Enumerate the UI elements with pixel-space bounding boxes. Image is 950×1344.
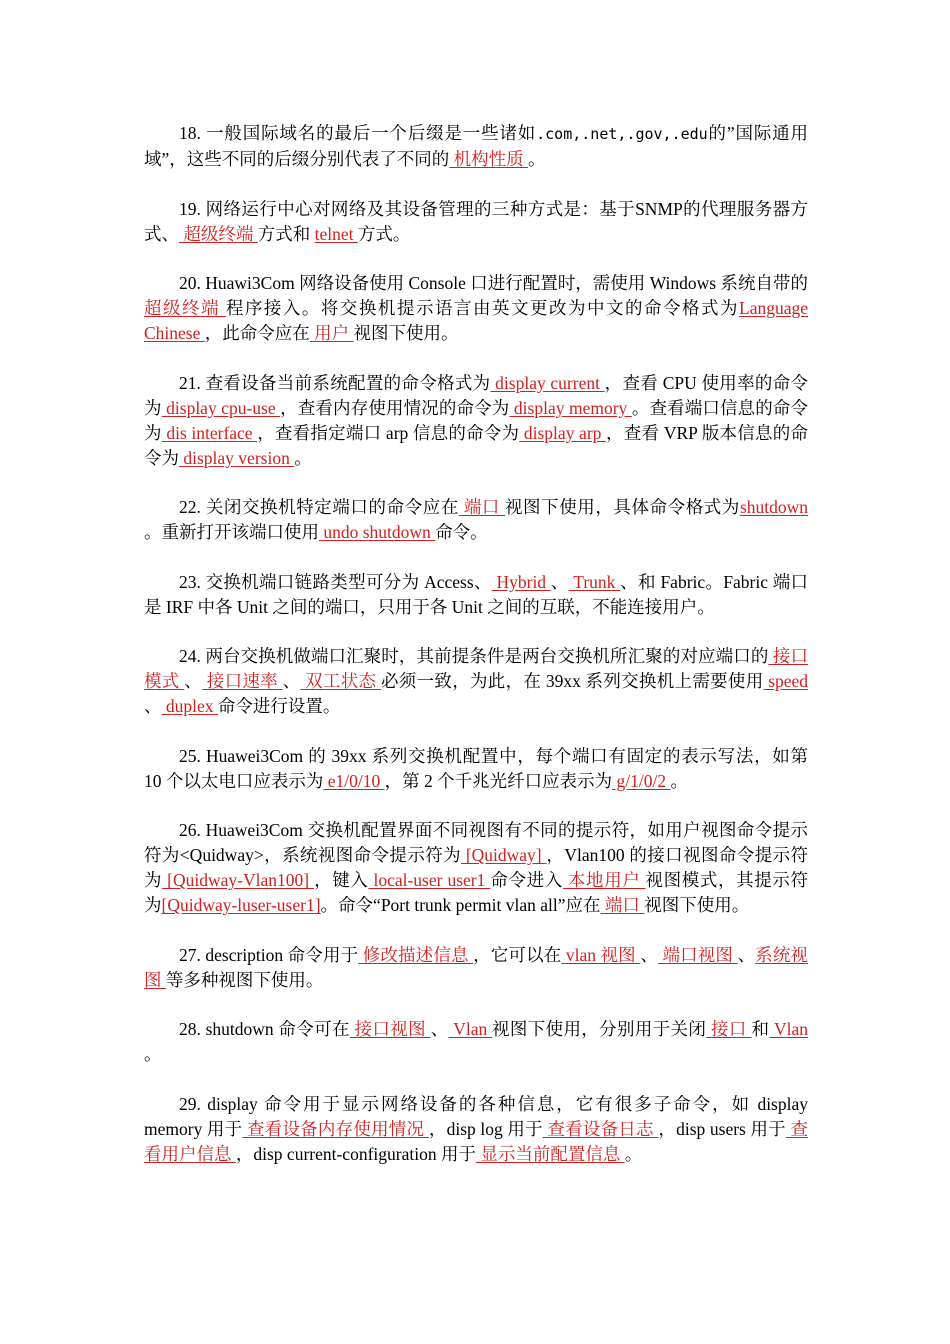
- answer-blank: display memory: [509, 397, 632, 418]
- answer-blank: 查看用户信息: [144, 1118, 809, 1164]
- answer-blank: 查看设备日志: [542, 1118, 659, 1139]
- question-text: 视图下使用，具体命令格式为: [504, 497, 740, 517]
- question-text: 、: [737, 944, 756, 965]
- question-q28: [144, 1017, 808, 1067]
- question-text: 22. 关闭交换机特定端口的命令应在: [179, 497, 459, 517]
- question-text: 。: [144, 1044, 162, 1064]
- question-q26: [144, 818, 808, 918]
- document-page: [144, 121, 808, 1191]
- answer-blank: Language Chinese: [144, 298, 809, 343]
- answer-blank: duplex: [161, 696, 218, 716]
- question-text: ，查看 VRP 版本信息的命令为: [144, 422, 808, 468]
- answer-blank: 机构性质: [449, 149, 529, 169]
- answer-blank: 系统视图: [144, 944, 809, 990]
- question-text: 命令进入: [490, 870, 563, 890]
- question-q27: [144, 943, 808, 993]
- question-text: ，disp users 用于: [658, 1118, 786, 1139]
- question-text: 。: [670, 770, 688, 791]
- question-text: ，第 2 个千兆光纤口应表示为: [384, 770, 613, 791]
- question-text: 等多种视图下使用。: [165, 969, 324, 990]
- answer-blank: 本地用户: [562, 870, 646, 890]
- question-text: 。重新打开该端口使用: [144, 522, 319, 542]
- answer-blank: 修改描述信息: [358, 944, 474, 965]
- question-q18: [144, 121, 808, 172]
- answer-blank: Vlan: [769, 1019, 809, 1039]
- question-q25: [144, 744, 808, 794]
- question-q21: [144, 371, 808, 471]
- question-text: 视图模式，其提示符为: [144, 870, 809, 915]
- question-text: .com,.net,.gov,.edu: [536, 125, 708, 143]
- question-text: 方式和: [257, 223, 315, 244]
- question-text: 程序接入。将交换机提示语言由英文更改为中文的命令格式为: [225, 298, 740, 318]
- question-text: 必须一致，为此，在 39xx 系列交换机上需要使用: [381, 671, 764, 691]
- question-q20: [144, 271, 808, 346]
- question-text: 20. Huawi3Com 网络设备使用 Console 口进行配置时，需使用 Windows 系统自带的: [179, 273, 808, 293]
- question-text: ，它可以在: [473, 944, 562, 965]
- question-q23: [144, 570, 808, 620]
- question-text: 、: [184, 671, 203, 691]
- answer-blank: vlan 视图: [561, 944, 641, 965]
- question-text: 、: [430, 1019, 449, 1039]
- question-text: ，Vlan100 的接口视图命令提示符为: [144, 845, 808, 890]
- question-text: 和: [751, 1019, 770, 1039]
- question-text: 24. 两台交换机做端口汇聚时，其前提条件是两台交换机所汇聚的对应端口的: [179, 646, 769, 666]
- answer-blank: 用户: [309, 323, 354, 343]
- answer-blank: local-user user1: [368, 870, 491, 890]
- answer-blank: display current: [490, 372, 605, 393]
- question-text: 27. description 命令用于: [179, 944, 359, 965]
- answer-blank: display arp: [519, 422, 607, 443]
- question-text: 。命令“Port trunk permit vlan all”应在: [320, 895, 601, 915]
- question-text: 视图下使用。: [353, 323, 459, 343]
- question-text: 21. 查看设备当前系统配置的命令格式为: [179, 372, 491, 393]
- question-text: 29. display 命令用于显示网络设备的各种信息，它有很多子命令，如 display memory 用于: [144, 1093, 808, 1139]
- question-text: 命令进行设置。: [217, 696, 341, 716]
- question-text: 。: [528, 149, 546, 169]
- answer-blank: undo shutdown: [319, 522, 436, 542]
- question-text: ，查看 CPU 使用率的命令为: [144, 372, 809, 418]
- answer-blank: display cpu-use: [161, 397, 281, 418]
- question-text: 视图下使用。: [644, 895, 750, 915]
- answer-blank: 端口视图: [657, 944, 738, 965]
- question-text: 26. Huawei3Com 交换机配置界面不同视图有不同的提示符，如用户视图命令提示符为<Quidway>，系统视图命令提示符为: [144, 820, 808, 865]
- question-text: 、: [282, 671, 301, 691]
- question-text: 方式。: [357, 223, 411, 244]
- answer-blank: [Quidway-luser-user1]: [161, 895, 321, 915]
- question-text: 、: [550, 571, 569, 592]
- question-text: ，disp current-configuration 用于: [235, 1143, 476, 1164]
- question-text: ，查看内存使用情况的命令为: [280, 397, 510, 418]
- answer-blank: 端口: [600, 895, 645, 915]
- question-text: 的”国际通用域”，这些不同的后缀分别代表了不同的: [144, 123, 808, 169]
- question-q29: [144, 1092, 808, 1167]
- question-text: ，此命令应在: [204, 323, 310, 343]
- answer-blank: [Quidway-Vlan100]: [162, 870, 315, 890]
- answer-blank: shutdown: [739, 497, 809, 517]
- answer-blank: 接口模式: [144, 646, 809, 691]
- question-q24: [144, 644, 808, 719]
- question-text: 、: [144, 696, 162, 716]
- answer-blank: Hybrid: [491, 571, 551, 592]
- answer-blank: e1/0/10: [323, 770, 385, 791]
- question-text: 、和 Fabric。Fabric 端口是 IRF 中各 Unit 之间的端口，只用于各 Unit 之间的互联，不能连接用户。: [144, 571, 809, 617]
- question-text: ，disp log 用于: [428, 1118, 543, 1139]
- answer-blank: g/1/0/2: [612, 770, 671, 791]
- answer-blank: 接口视图: [349, 1019, 431, 1039]
- question-text: 。: [294, 447, 312, 468]
- question-text: 。查看端口信息的命令为: [144, 397, 809, 443]
- question-text: 命令。: [435, 522, 488, 542]
- question-q19: [144, 197, 808, 247]
- answer-blank: 接口速率: [202, 671, 283, 691]
- answer-blank: 双工状态: [300, 671, 381, 691]
- question-text: 18. 一般国际域名的最后一个后缀是一些诸如: [179, 123, 537, 143]
- question-text: ，查看指定端口 arp 信息的命令为: [257, 422, 520, 443]
- question-text: 19. 网络运行中心对网络及其设备管理的三种方式是：基于SNMP的代理服务器方式、: [144, 198, 808, 244]
- answer-blank: telnet: [314, 223, 358, 244]
- answer-blank: 查看设备内存使用情况: [242, 1118, 429, 1139]
- answer-blank: 超级终端: [144, 298, 226, 318]
- answer-blank: [Quidway]: [461, 845, 547, 865]
- answer-blank: Trunk: [568, 571, 621, 592]
- answer-blank: 端口: [458, 497, 505, 517]
- answer-blank: Vlan: [448, 1019, 493, 1039]
- answer-blank: display version: [179, 447, 295, 468]
- answer-blank: dis interface: [161, 422, 258, 443]
- answer-blank: speed: [763, 671, 809, 691]
- answer-blank: 接口: [706, 1019, 752, 1039]
- question-text: 、: [640, 944, 658, 965]
- question-text: 视图下使用，分别用于关闭: [492, 1019, 707, 1039]
- question-text: 25. Huawei3Com 的 39xx 系列交换机配置中，每个端口有固定的表示写法，如第 10 个以太电口应表示为: [144, 745, 808, 791]
- question-text: ，键入: [314, 870, 369, 890]
- answer-blank: 显示当前配置信息: [475, 1143, 625, 1164]
- question-text: 。: [624, 1143, 643, 1164]
- question-q22: [144, 495, 808, 545]
- question-text: 28. shutdown 命令可在: [179, 1019, 350, 1039]
- answer-blank: 超级终端: [179, 223, 258, 244]
- question-text: 23. 交换机端口链路类型可分为 Access、: [179, 571, 492, 592]
